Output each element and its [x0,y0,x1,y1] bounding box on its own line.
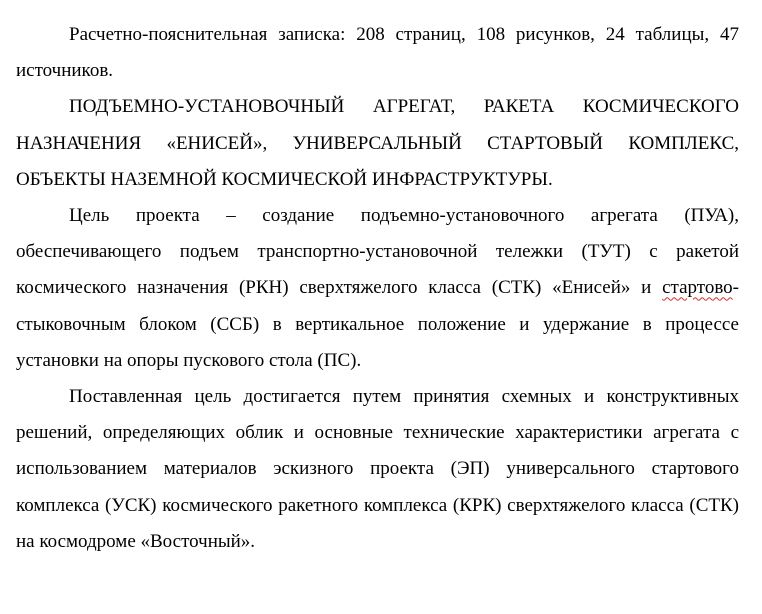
document-page [16,17,739,560]
goal-text-part-1: Цель проекта – создание подъемно-установочного агрегата (ПУА), обеспечивающего подъем транспортно-установочной тележки (ТУТ) с ракетой космического назначения (РКН) сверхтяжелого класса (СТК) «Енисей» и [16,205,739,299]
spellcheck-flagged-word[interactable]: стартово [662,277,733,299]
summary-paragraph: Расчетно-пояснительная записка: 208 страниц, 108 рисунков, 24 таблицы, 47 источников. [16,24,739,82]
goal-paragraph [16,198,739,379]
method-paragraph: Поставленная цель достигается путем принятия схемных и конструктивных решений, определяющих облик и основные технические характеристики агрегата с использованием материалов эскизного проекта (ЭП) универсального стартового комплекса (УСК) космического ракетного комплекса (КРК) сверхтяжелого класса (СТК) на космодроме «Восточный». [16,386,739,552]
keywords-paragraph: ПОДЪЕМНО-УСТАНОВОЧНЫЙ АГРЕГАТ, РАКЕТА КОСМИЧЕСКОГО НАЗНАЧЕНИЯ «ЕНИСЕЙ», УНИВЕРСАЛЬНЫЙ СТАРТОВЫЙ КОМПЛЕКС, ОБЪЕКТЫ НАЗЕМНОЙ КОСМИЧЕСКОЙ ИНФРАСТРУКТУРЫ. [16,96,739,190]
goal-text-part-2: -стыковочным блоком (ССБ) в вертикальное положение и удержание в процессе установки на опоры пускового стола (ПС). [16,277,739,371]
